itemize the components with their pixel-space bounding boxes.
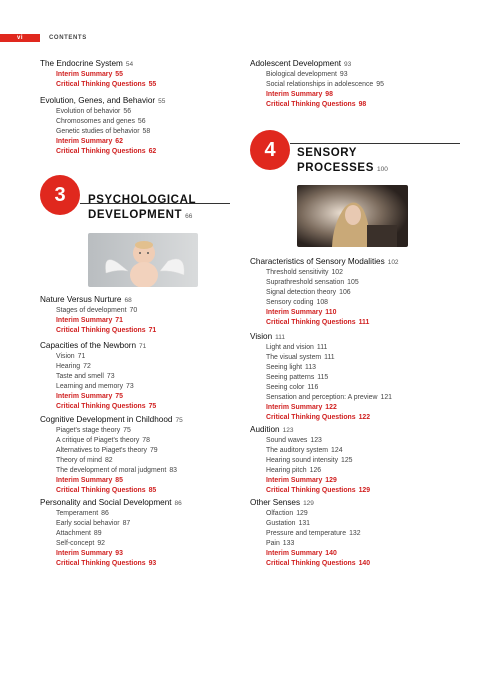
toc-entry[interactable]: Attachment 89: [56, 530, 102, 537]
toc-entry[interactable]: Critical Thinking Questions 85: [56, 487, 157, 494]
toc-entry[interactable]: Piaget's stage theory 75: [56, 427, 131, 434]
toc-entry[interactable]: The visual system 111: [266, 354, 335, 361]
toc-entry[interactable]: Seeing light 113: [266, 364, 317, 371]
section-title[interactable]: Nature Versus Nurture 68: [40, 295, 132, 304]
toc-entry[interactable]: Sound waves 123: [266, 437, 322, 444]
toc-section: [250, 256, 460, 328]
toc-entry[interactable]: Interim Summary 62: [56, 138, 123, 145]
chapter-photo-baby: [88, 233, 198, 287]
toc-entry[interactable]: Signal detection theory 106: [266, 289, 351, 296]
toc-entry[interactable]: Self-concept 92: [56, 540, 105, 547]
toc-entry[interactable]: Suprathreshold sensation 105: [266, 279, 359, 286]
toc-section: [40, 95, 250, 157]
section-title[interactable]: Evolution, Genes, and Behavior 55: [40, 96, 166, 105]
section-title[interactable]: Audition 123: [250, 425, 294, 434]
toc-entry[interactable]: Chromosomes and genes 56: [56, 118, 146, 125]
toc-entry[interactable]: Temperament 86: [56, 510, 109, 517]
toc-entry[interactable]: Pain 133: [266, 540, 295, 547]
toc-entry[interactable]: Light and vision 111: [266, 344, 328, 351]
section-title[interactable]: Adolescent Development 93: [250, 59, 352, 68]
toc-entry[interactable]: Critical Thinking Questions 93: [56, 560, 157, 567]
toc-entry[interactable]: Interim Summary 85: [56, 477, 123, 484]
toc-entry[interactable]: Stages of development 70: [56, 307, 138, 314]
toc-entry[interactable]: The auditory system 124: [266, 447, 343, 454]
page-number: vi: [0, 34, 40, 42]
toc-entry[interactable]: Threshold sensitivity 102: [266, 269, 343, 276]
section-title[interactable]: Characteristics of Sensory Modalities 102: [250, 257, 399, 266]
toc-section: [40, 414, 250, 496]
section-title[interactable]: The Endocrine System 54: [40, 59, 134, 68]
toc-entry[interactable]: Seeing color 116: [266, 384, 319, 391]
toc-entry[interactable]: Evolution of behavior 56: [56, 108, 132, 115]
toc-entry[interactable]: Interim Summary 129: [266, 477, 337, 484]
toc-entry[interactable]: Hearing sound intensity 125: [266, 457, 353, 464]
toc-entry[interactable]: Seeing patterns 115: [266, 374, 329, 381]
toc-entry[interactable]: Interim Summary 122: [266, 404, 337, 411]
toc-entry[interactable]: Interim Summary 55: [56, 71, 123, 78]
toc-entry[interactable]: Genetic studies of behavior 58: [56, 128, 151, 135]
toc-entry[interactable]: A critique of Piaget's theory 78: [56, 437, 150, 444]
section-title[interactable]: Cognitive Development in Childhood 75: [40, 415, 183, 424]
toc-entry[interactable]: Alternatives to Piaget's theory 79: [56, 447, 158, 454]
page-header: [0, 0, 500, 40]
toc-entry[interactable]: Biological development 93: [266, 71, 348, 78]
section-title[interactable]: Capacities of the Newborn 71: [40, 341, 147, 350]
toc-section: [250, 424, 460, 496]
toc-entry[interactable]: Critical Thinking Questions 122: [266, 414, 371, 421]
running-head: CONTENTS: [49, 35, 87, 41]
toc-entry[interactable]: Theory of mind 82: [56, 457, 113, 464]
toc-entry[interactable]: Sensory coding 108: [266, 299, 328, 306]
toc-entry[interactable]: Critical Thinking Questions 75: [56, 403, 157, 410]
toc-entry[interactable]: Hearing pitch 126: [266, 467, 322, 474]
toc-entry[interactable]: Interim Summary 93: [56, 550, 123, 557]
toc-entry[interactable]: Interim Summary 140: [266, 550, 337, 557]
toc-section: [40, 497, 250, 569]
chapter-number-badge: 3: [40, 175, 80, 215]
chapter-title[interactable]: PSYCHOLOGICAL DEVELOPMENT 66: [88, 194, 197, 221]
chapter-rule: [290, 143, 460, 144]
toc-entry[interactable]: Sensation and perception: A preview 121: [266, 394, 392, 401]
toc-entry[interactable]: Pressure and temperature 132: [266, 530, 361, 537]
toc-section: [250, 58, 460, 110]
toc-entry[interactable]: Critical Thinking Questions 55: [56, 81, 157, 88]
toc-entry[interactable]: Gustation 131: [266, 520, 310, 527]
toc-entry[interactable]: Olfaction 129: [266, 510, 308, 517]
toc-entry[interactable]: Taste and smell 73: [56, 373, 115, 380]
toc-entry[interactable]: The development of moral judgment 83: [56, 467, 177, 474]
chapter-photo-woman: [297, 185, 408, 247]
section-title[interactable]: Other Senses 129: [250, 498, 314, 507]
toc-entry[interactable]: Critical Thinking Questions 129: [266, 487, 371, 494]
toc-entry[interactable]: Social relationships in adolescence 95: [266, 81, 384, 88]
toc-entry[interactable]: Critical Thinking Questions 71: [56, 327, 157, 334]
section-title[interactable]: Personality and Social Development 86: [40, 498, 182, 507]
toc-section: [40, 58, 250, 90]
section-title[interactable]: Vision 111: [250, 332, 286, 341]
toc-entry[interactable]: Vision 71: [56, 353, 86, 360]
chapter-title[interactable]: SENSORY PROCESSES 100: [297, 147, 388, 174]
toc-entry[interactable]: Learning and memory 73: [56, 383, 134, 390]
toc-section: [250, 331, 460, 423]
toc-entry[interactable]: Critical Thinking Questions 62: [56, 148, 157, 155]
toc-entry[interactable]: Interim Summary 98: [266, 91, 333, 98]
toc-entry[interactable]: Hearing 72: [56, 363, 91, 370]
toc-entry[interactable]: Interim Summary 110: [266, 309, 337, 316]
toc-entry[interactable]: Critical Thinking Questions 140: [266, 560, 371, 567]
toc-entry[interactable]: Critical Thinking Questions 98: [266, 101, 367, 108]
toc-entry[interactable]: Interim Summary 71: [56, 317, 123, 324]
toc-section: [250, 497, 460, 569]
toc-entry[interactable]: Critical Thinking Questions 111: [266, 319, 370, 326]
chapter-number-badge: 4: [250, 130, 290, 170]
toc-section: [40, 340, 250, 412]
toc-entry[interactable]: Interim Summary 75: [56, 393, 123, 400]
toc-section: [40, 294, 250, 336]
toc-entry[interactable]: Early social behavior 87: [56, 520, 131, 527]
